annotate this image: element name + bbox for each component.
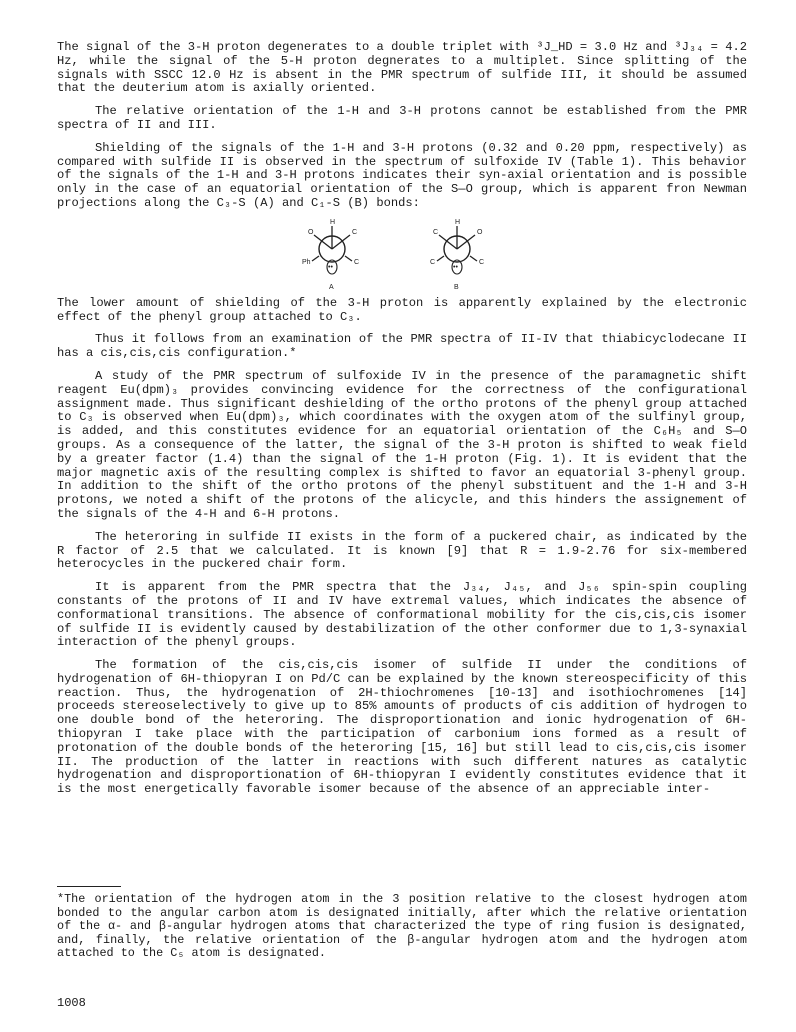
proj-a-lone-pair: •• — [328, 263, 333, 271]
newman-projection-b — [427, 215, 487, 298]
proj-b-lower-right: C — [479, 258, 485, 266]
proj-a-upper-right: C — [352, 228, 358, 236]
paragraph-8: It is apparent from the PMR spectra that the J₃₄, J₄₅, and J₅₆ spin-spin coupling constants of the protons of II and IV have extremal values, which indicates the absence of conformational transitions. The absence of conformational mobility for the cis,cis,cis isomer of sulfide II is evidently caused by destabilization of the other conformer due to 1,3-synaxial interaction of the phenyl groups. — [57, 580, 747, 650]
paragraph-3: Shielding of the signals of the 1-H and 3-H protons (0.32 and 0.20 ppm, respectively) as compared with sulfide II is observed in the spectrum of sulfoxide IV (Table 1). This behavior of the signals of the 1-H and 3-H protons indicates their syn-axial orientation and is possible only in the case of an equatorial orientation of the S—O group, which is apparent fron Newman projections along the C₃-S (A) and C₁-S (B) bonds: — [57, 140, 747, 210]
proj-b-upper-left: C — [433, 228, 439, 236]
paragraph-2: The relative orientation of the 1-H and 3-H protons cannot be established from the PMR spectra of II and III. — [57, 104, 747, 132]
proj-a-lower-right: C — [354, 258, 360, 266]
proj-b-top-label: H — [455, 218, 461, 226]
page-number: 1008 — [57, 996, 86, 1010]
proj-b-upper-right: O — [477, 228, 483, 236]
footnote — [57, 893, 747, 961]
footnote-text: *The orientation of the hydrogen atom in the 3 position relative to the closest hydrogen atom bonded to the angular carbon atom is designated initially, after which the relative orientation of the α- and β-angular hydrogen atoms that characterized the type of ring fusion is designated, and, finally, the relative orientation of the β-angular hydrogen atom and the hydrogen atom attached to the C₅ atom is designated. — [57, 892, 747, 961]
footnote-rule — [57, 886, 121, 887]
newman-projection-a — [302, 215, 362, 298]
paragraph-4: The lower amount of shielding of the 3-H proton is apparently explained by the electronic effect of the phenyl group attached to C₃. — [57, 295, 747, 324]
proj-b-lone-pair: •• — [453, 263, 458, 271]
paragraph-9: The formation of the cis,cis,cis isomer of sulfide II under the conditions of hydrogenation of 6H-thiopyran I on Pd/C can be explained by the known stereospecificity of this reaction. Thus, the hydrogenation of 2H-thiochromenes [10-13] and isothiochromenes [14] proceeds stereoselectively to give up to 85% amounts of products of cis addition of hydrogen to one double bond of the heteroring. The disproportionation and ionic hydrogenation of 6H-thiopyran I take place with the participation of carbonium ions formed as a result of protonation of the double bonds of the heteroring [15, 16] but still lead to cis,cis,cis isomer II. The production of the latter in reactions with such different natures as catalytic hydrogenation and disproportionation of 6H-thiopyran I evidently constitutes evidence that it is the most energetically favorable isomer because of the absence of an appreciable inter- — [57, 658, 747, 797]
paragraph-5: Thus it follows from an examination of the PMR spectra of II-IV that thiabicyclodecane II has a cis,cis,cis configuration.* — [57, 332, 747, 361]
proj-a-caption: A — [329, 283, 334, 291]
proj-b-lower-left: C — [430, 258, 436, 266]
proj-b-caption: B — [454, 283, 459, 291]
paragraph-7: The heteroring in sulfide II exists in the form of a puckered chair, as indicated by the R factor of 2.5 that we calculated. It is known [9] that R = 1.9-2.76 for six-membered heterocycles in the puckered chair form. — [57, 529, 747, 572]
article-body — [57, 41, 747, 797]
paragraph-6: A study of the PMR spectrum of sulfoxide IV in the presence of the paramagnetic shift reagent Eu(dpm)₃ provides convincing evidence for the correctness of the configurational assignment made. Thus significant deshielding of the ortho protons of the phenyl group attached to C₃ is observed when Eu(dpm)₃, which coordinates with the oxygen atom of the sulfinyl group, is added, and this constitutes evidence for an equatorial orientation of the C₆H₅ and S—O groups. As a consequence of the latter, the signal of the 3-H proton is shifted to weak field by a greater factor (1.4) than the signal of the 1-H proton (Fig. 1). It is evident that the major magnetic axis of the resulting complex is shifted to favor an equatorial 3-phenyl group. In addition to the shift of the ortho protons of the phenyl substituent and the 1-H and 3-H protons, we noted a shift of the protons of the alicycle, and this hinders the assignement of the signals of the 4-H and 6-H protons. — [57, 368, 747, 521]
proj-a-upper-left: O — [308, 228, 314, 236]
proj-a-lower-left: Ph — [302, 258, 311, 266]
paragraph-1: The signal of the 3-H proton degenerates to a double triplet with ³J_HD = 3.0 Hz and ³J₃₄ = 4.2 Hz, while the signal of the 5-H proton degnerates to a multiplet. Since splitting of the signals with SSCC 12.0 Hz is absent in the PMR spectrum of sulfide III, it should be assumed that the deuterium atom is axially oriented. — [57, 40, 747, 96]
newman-projections-figure — [57, 215, 747, 293]
proj-a-top-label: H — [330, 218, 336, 226]
